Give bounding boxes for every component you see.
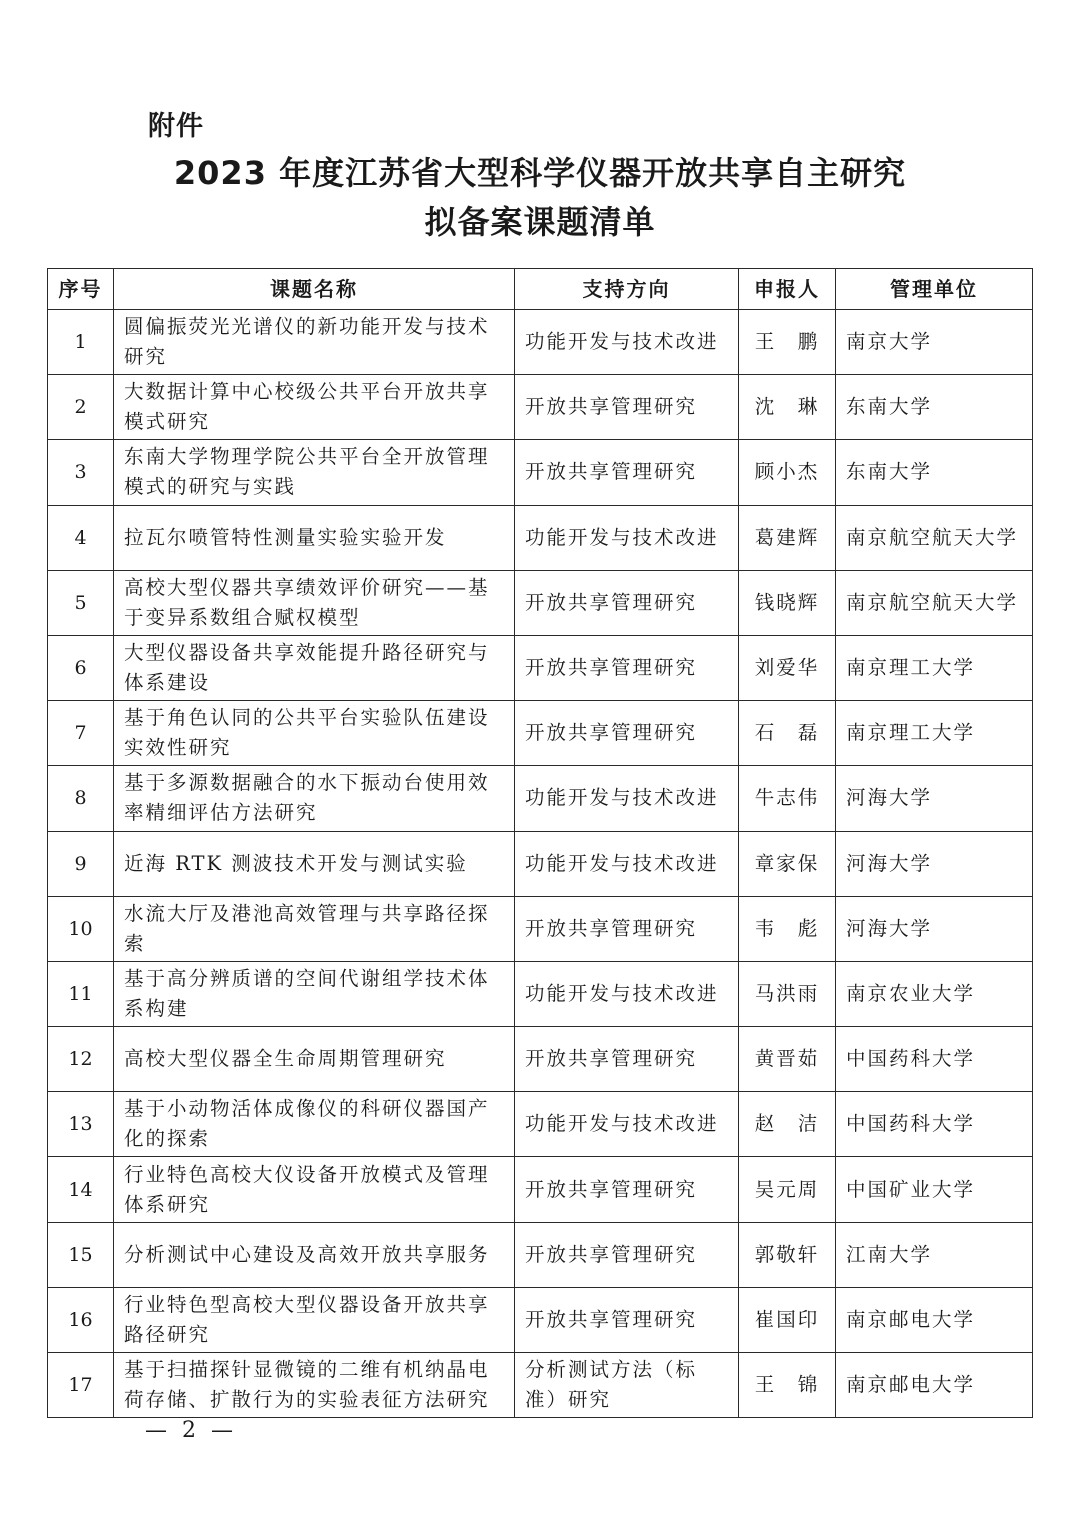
row-direction: 功能开发与技术改进 — [515, 1092, 739, 1157]
row-org: 南京航空航天大学 — [836, 505, 1033, 570]
row-applicant: 赵 洁 — [739, 1092, 836, 1157]
row-org: 东南大学 — [836, 440, 1033, 505]
row-applicant: 王 鹏 — [739, 310, 836, 375]
row-number: 9 — [48, 831, 114, 896]
table-header-row — [48, 269, 1033, 310]
row-org: 江南大学 — [836, 1222, 1033, 1287]
row-topic: 高校大型仪器共享绩效评价研究——基于变异系数组合赋权模型 — [114, 570, 515, 635]
row-number: 8 — [48, 766, 114, 831]
row-applicant: 崔国印 — [739, 1287, 836, 1352]
row-number: 10 — [48, 896, 114, 961]
table-row — [48, 1027, 1033, 1092]
row-org: 南京理工大学 — [836, 701, 1033, 766]
table-row — [48, 310, 1033, 375]
project-list-table — [47, 268, 1033, 1418]
row-number: 3 — [48, 440, 114, 505]
row-number: 16 — [48, 1287, 114, 1352]
row-applicant: 葛建辉 — [739, 505, 836, 570]
document-title-line-1: 2023 年度江苏省大型科学仪器开放共享自主研究 — [173, 154, 907, 192]
row-org: 南京理工大学 — [836, 635, 1033, 700]
row-org: 东南大学 — [836, 375, 1033, 440]
row-direction: 开放共享管理研究 — [515, 635, 739, 700]
row-number: 1 — [48, 310, 114, 375]
row-topic: 拉瓦尔喷管特性测量实验实验开发 — [114, 505, 515, 570]
row-direction: 开放共享管理研究 — [515, 1287, 739, 1352]
row-applicant: 吴元周 — [739, 1157, 836, 1222]
row-direction: 功能开发与技术改进 — [515, 505, 739, 570]
row-applicant: 顾小杰 — [739, 440, 836, 505]
table-row — [48, 635, 1033, 700]
row-direction: 功能开发与技术改进 — [515, 961, 739, 1026]
row-direction: 开放共享管理研究 — [515, 1027, 739, 1092]
row-topic: 基于扫描探针显微镜的二维有机纳晶电荷存储、扩散行为的实验表征方法研究 — [114, 1353, 515, 1418]
header-topic: 课题名称 — [114, 269, 515, 310]
row-direction: 开放共享管理研究 — [515, 701, 739, 766]
row-direction: 功能开发与技术改进 — [515, 831, 739, 896]
row-applicant: 牛志伟 — [739, 766, 836, 831]
row-number: 13 — [48, 1092, 114, 1157]
table-row — [48, 1222, 1033, 1287]
table-row — [48, 831, 1033, 896]
table-row — [48, 570, 1033, 635]
row-org: 南京航空航天大学 — [836, 570, 1033, 635]
row-direction: 功能开发与技术改进 — [515, 310, 739, 375]
row-direction: 开放共享管理研究 — [515, 896, 739, 961]
row-topic: 分析测试中心建设及高效开放共享服务 — [114, 1222, 515, 1287]
row-topic: 基于小动物活体成像仪的科研仪器国产化的探索 — [114, 1092, 515, 1157]
row-applicant: 韦 彪 — [739, 896, 836, 961]
document-title-line-2: 拟备案课题清单 — [424, 203, 656, 241]
row-org: 中国矿业大学 — [836, 1157, 1033, 1222]
row-number: 17 — [48, 1353, 114, 1418]
row-number: 14 — [48, 1157, 114, 1222]
row-direction: 功能开发与技术改进 — [515, 766, 739, 831]
table-row — [48, 961, 1033, 1026]
row-topic: 东南大学物理学院公共平台全开放管理模式的研究与实践 — [114, 440, 515, 505]
row-number: 11 — [48, 961, 114, 1026]
header-no: 序号 — [48, 269, 114, 310]
table-row — [48, 1157, 1033, 1222]
row-topic: 行业特色高校大仪设备开放模式及管理体系研究 — [114, 1157, 515, 1222]
table-row — [48, 701, 1033, 766]
attachment-label: 附件 — [148, 111, 204, 142]
row-topic: 大数据计算中心校级公共平台开放共享模式研究 — [114, 375, 515, 440]
row-topic: 圆偏振荧光光谱仪的新功能开发与技术研究 — [114, 310, 515, 375]
row-direction: 开放共享管理研究 — [515, 440, 739, 505]
row-topic: 水流大厅及港池高效管理与共享路径探索 — [114, 896, 515, 961]
row-number: 12 — [48, 1027, 114, 1092]
row-topic: 基于高分辨质谱的空间代谢组学技术体系构建 — [114, 961, 515, 1026]
row-number: 7 — [48, 701, 114, 766]
row-applicant: 钱晓辉 — [739, 570, 836, 635]
row-applicant: 章家保 — [739, 831, 836, 896]
row-direction: 开放共享管理研究 — [515, 1157, 739, 1222]
header-org: 管理单位 — [836, 269, 1033, 310]
row-topic: 高校大型仪器全生命周期管理研究 — [114, 1027, 515, 1092]
row-topic: 近海 RTK 测波技术开发与测试实验 — [114, 831, 515, 896]
row-number: 6 — [48, 635, 114, 700]
table-row — [48, 766, 1033, 831]
row-org: 中国药科大学 — [836, 1092, 1033, 1157]
row-number: 15 — [48, 1222, 114, 1287]
row-applicant: 石 磊 — [739, 701, 836, 766]
row-applicant: 黄晋茹 — [739, 1027, 836, 1092]
header-direction: 支持方向 — [515, 269, 739, 310]
row-topic: 基于多源数据融合的水下振动台使用效率精细评估方法研究 — [114, 766, 515, 831]
row-topic: 基于角色认同的公共平台实验队伍建设实效性研究 — [114, 701, 515, 766]
row-org: 南京邮电大学 — [836, 1287, 1033, 1352]
row-org: 河海大学 — [836, 766, 1033, 831]
row-applicant: 王 锦 — [739, 1353, 836, 1418]
table-row — [48, 505, 1033, 570]
table-row — [48, 1353, 1033, 1418]
row-applicant: 沈 琳 — [739, 375, 836, 440]
row-org: 南京邮电大学 — [836, 1353, 1033, 1418]
row-applicant: 马洪雨 — [739, 961, 836, 1026]
row-org: 南京农业大学 — [836, 961, 1033, 1026]
row-applicant: 郭敬轩 — [739, 1222, 836, 1287]
row-direction: 开放共享管理研究 — [515, 570, 739, 635]
row-topic: 大型仪器设备共享效能提升路径研究与体系建设 — [114, 635, 515, 700]
table-row — [48, 1092, 1033, 1157]
row-org: 中国药科大学 — [836, 1027, 1033, 1092]
table-row — [48, 896, 1033, 961]
table-row — [48, 375, 1033, 440]
header-applicant: 申报人 — [739, 269, 836, 310]
table-row — [48, 440, 1033, 505]
row-number: 4 — [48, 505, 114, 570]
row-org: 河海大学 — [836, 831, 1033, 896]
row-number: 5 — [48, 570, 114, 635]
row-direction: 分析测试方法（标准）研究 — [515, 1353, 739, 1418]
row-direction: 开放共享管理研究 — [515, 375, 739, 440]
row-org: 南京大学 — [836, 310, 1033, 375]
row-applicant: 刘爱华 — [739, 635, 836, 700]
table-row — [48, 1287, 1033, 1352]
row-number: 2 — [48, 375, 114, 440]
page-number: — 2 — — [145, 1418, 237, 1443]
row-topic: 行业特色型高校大型仪器设备开放共享路径研究 — [114, 1287, 515, 1352]
row-direction: 开放共享管理研究 — [515, 1222, 739, 1287]
row-org: 河海大学 — [836, 896, 1033, 961]
